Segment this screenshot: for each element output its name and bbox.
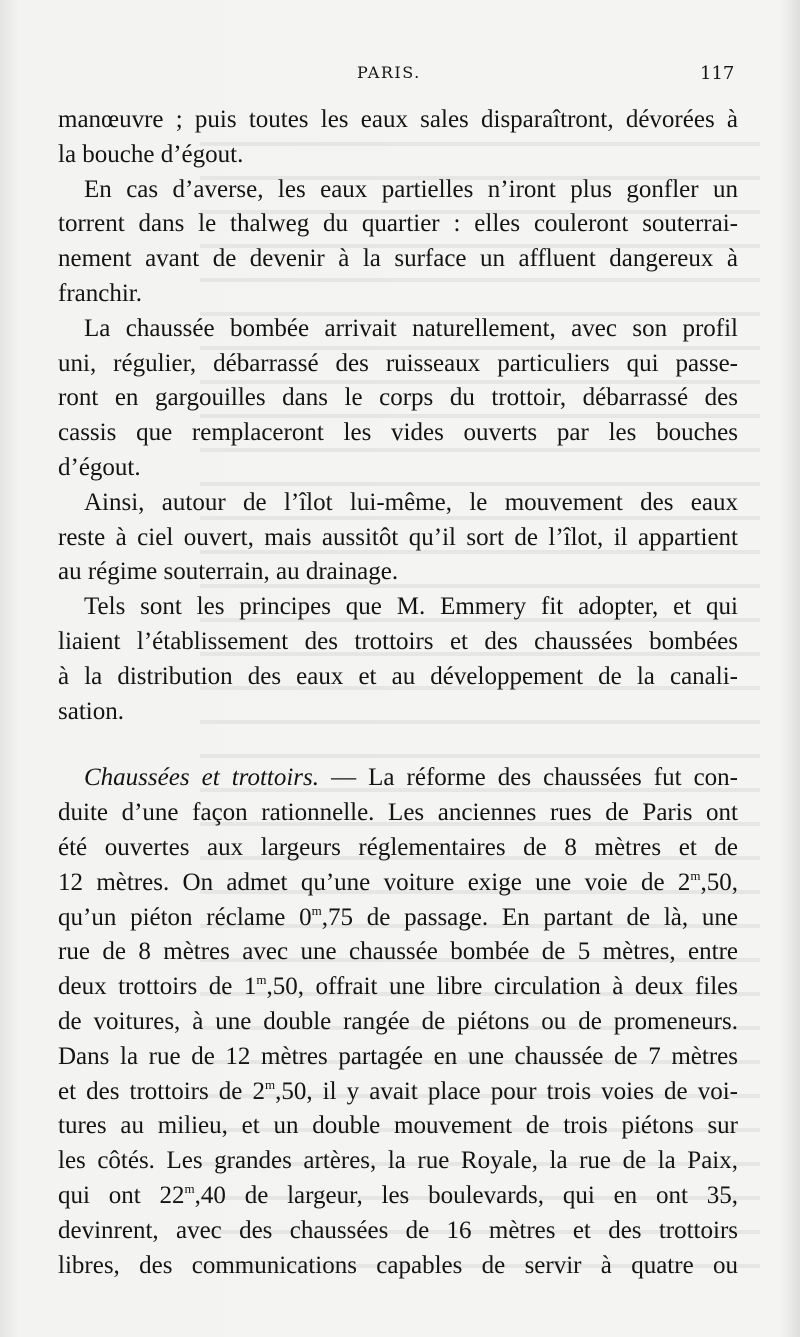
text-line: devinrent, avec des chaussées de 16 mètres et des trottoirs	[58, 1216, 738, 1244]
text-line: tures au milieu, et un double mouvement de trois piétons sur	[58, 1112, 738, 1140]
text-fragment: ,50, il y avait place pour trois voies de voi-	[275, 1077, 738, 1105]
unit-superscript: m	[690, 867, 701, 883]
text-line	[58, 761, 738, 796]
text-fragment: ,50,	[700, 868, 738, 896]
section-title: Chaussées et trottoirs.	[84, 764, 320, 792]
text-fragment: et des trottoirs de 2	[58, 1077, 265, 1105]
text-line: ront en gargouilles dans le corps du trottoir, débarrassé des	[58, 384, 738, 412]
text-line: duite d’une façon rationnelle. Les anciennes rues de Paris ont	[58, 799, 738, 827]
text-line: rue de 8 mètres avec une chaussée bombée de 5 mètres, entre	[58, 938, 738, 966]
running-head	[0, 63, 800, 87]
text-line: reste à ciel ouvert, mais aussitôt qu’il sort de l’îlot, il appartient	[58, 523, 738, 551]
text-line: franchir.	[58, 279, 142, 307]
unit-superscript: m	[264, 1076, 276, 1092]
running-title: PARIS.	[357, 63, 421, 82]
text-line: sation.	[58, 697, 124, 725]
unit-superscript: m	[311, 902, 322, 918]
text-line: cassis que remplaceront les vides ouverts par les bouches	[58, 419, 738, 447]
text-line: torrent dans le thalweg du quartier : elles couleront souterrai-	[58, 210, 738, 238]
text-line: liaient l’établissement des trottoirs et des chaussées bombées	[58, 627, 738, 655]
text-line: Dans la rue de 12 mètres partagée en une chaussée de 7 mètres	[58, 1042, 738, 1070]
text-line: de voitures, à une double rangée de piétons ou de promeneurs.	[58, 1007, 738, 1035]
text-line: En cas d’averse, les eaux partielles n’iront plus gonfler un	[84, 175, 738, 203]
text-line: nement avant de devenir à la surface un affluent dangereux à	[58, 245, 738, 273]
page-number: 117	[700, 63, 735, 84]
text-fragment: qui ont 22	[58, 1181, 185, 1209]
text-line: au régime souterrain, au drainage.	[58, 558, 399, 586]
text-line: d’égout.	[58, 453, 141, 481]
text-fragment: ,75 de passage. En partant de là, une	[321, 903, 738, 931]
body-text	[58, 103, 738, 1283]
unit-superscript: m	[184, 1180, 195, 1196]
text-fragment: qu’un piéton réclame 0	[58, 903, 312, 931]
text-line	[58, 1075, 738, 1110]
text-line: les côtés. Les grandes artères, la rue Royale, la rue de la Paix,	[58, 1147, 738, 1175]
text-line	[58, 866, 738, 901]
text-line: uni, régulier, débarrassé des ruisseaux particuliers qui passe-	[58, 349, 738, 377]
text-line	[58, 1179, 738, 1214]
text-fragment: — La réforme des chaussées fut con-	[319, 764, 738, 792]
text-fragment: 12 mètres. On admet qu’une voiture exige une voie de 2	[58, 868, 691, 896]
text-line: manœuvre ; puis toutes les eaux sales disparaîtront, dévorées à	[58, 106, 738, 133]
section-gap	[58, 729, 738, 761]
text-line	[58, 901, 738, 936]
text-line	[58, 970, 738, 1005]
text-line: libres, des communications capables de servir à quatre ou	[58, 1251, 738, 1279]
text-line: Ainsi, autour de l’îlot lui-même, le mouvement des eaux	[84, 488, 738, 516]
unit-superscript: m	[256, 972, 267, 988]
text-line: à la distribution des eaux et au développement de la canali-	[58, 662, 738, 690]
text-fragment: ,40 de largeur, les boulevards, qui en ont 35,	[194, 1181, 738, 1209]
text-line: La chaussée bombée arrivait naturellement, avec son profil	[84, 314, 738, 342]
text-line: Tels sont les principes que M. Emmery fit adopter, et qui	[84, 593, 738, 621]
text-line: la bouche d’égout.	[58, 140, 244, 168]
text-line: été ouvertes aux largeurs réglementaires de 8 mètres et de	[58, 833, 738, 861]
text-fragment: deux trottoirs de 1	[58, 973, 257, 1001]
text-fragment: ,50, offrait une libre circulation à deux files	[266, 973, 738, 1001]
